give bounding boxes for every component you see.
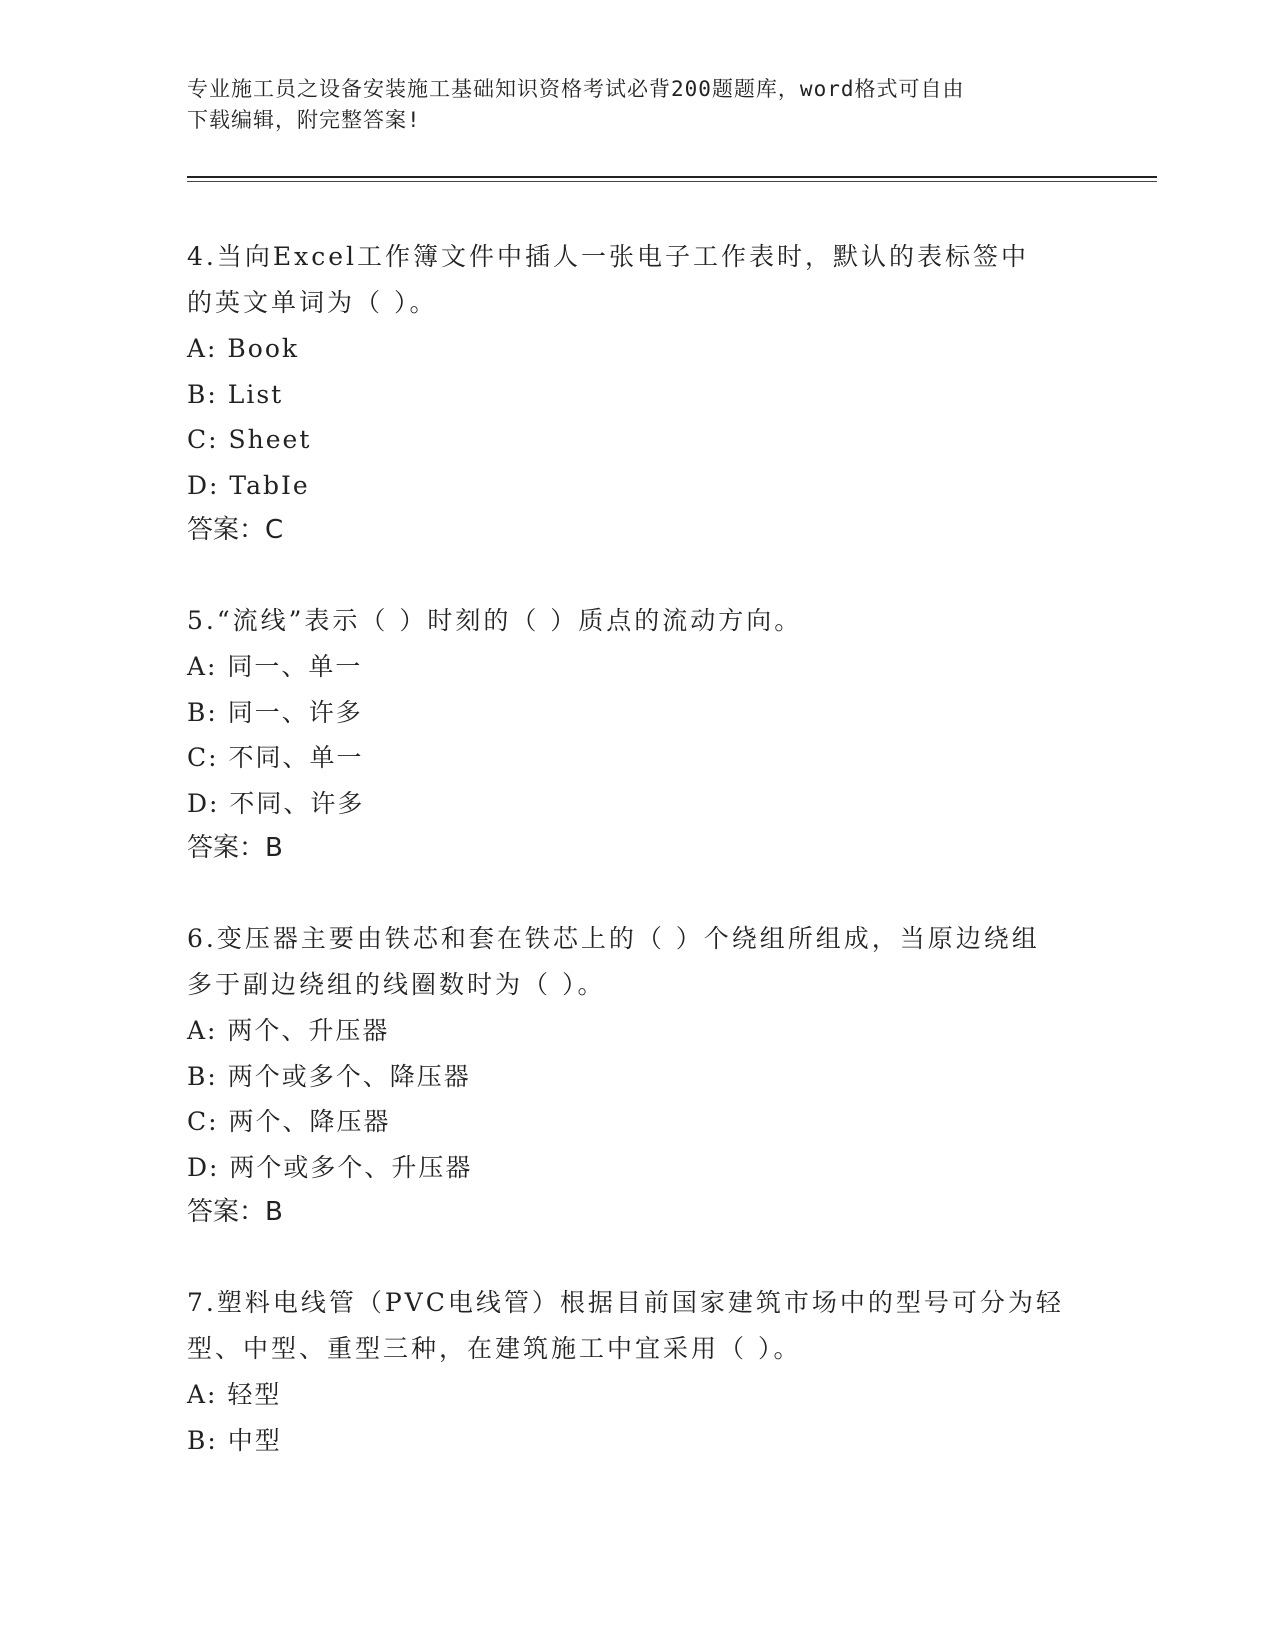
option-c: C: 两个、降压器 xyxy=(187,1107,391,1136)
option-a: A: 轻型 xyxy=(187,1380,282,1409)
option-a: A: 两个、升压器 xyxy=(187,1016,390,1045)
question-text-line: 4.当向Excel工作簿文件中插人一张电子工作表时，默认的表标签中 xyxy=(187,242,1029,271)
option-c: C: 不同、单一 xyxy=(187,743,364,772)
option-a: A: Book xyxy=(187,334,300,363)
answer-text: 答案：C xyxy=(187,515,284,545)
question-list xyxy=(187,234,1137,1508)
header-divider-thick xyxy=(187,176,1157,178)
header-line-1: 专业施工员之设备安装施工基础知识资格考试必背200题题库，word格式可自由 xyxy=(187,77,965,101)
question-text-line: 型、中型、重型三种，在建筑施工中宜采用（ ）。 xyxy=(187,1334,802,1363)
header-line-2: 下载编辑，附完整答案! xyxy=(187,108,421,132)
question-5 xyxy=(187,598,1137,871)
question-text-line: 多于副边绕组的线圈数时为（ ）。 xyxy=(187,970,606,999)
option-d: D: TabIe xyxy=(187,470,310,500)
question-text-line: 7.塑料电线管（PVC电线管）根据目前国家建筑市场中的型号可分为轻 xyxy=(187,1288,1064,1317)
answer-text: 答案：B xyxy=(187,833,283,863)
question-text-line: 的英文单词为（ ）。 xyxy=(187,288,438,317)
option-d: D: 两个或多个、升压器 xyxy=(187,1152,473,1182)
option-c: C: Sheet xyxy=(187,425,312,454)
option-b: B: List xyxy=(187,379,284,409)
answer-text: 答案：B xyxy=(187,1197,283,1227)
document-header xyxy=(187,74,1067,136)
question-6 xyxy=(187,916,1137,1235)
question-text-line: 5.“流线”表示（ ）时刻的（ ）质点的流动方向。 xyxy=(187,606,803,635)
question-7 xyxy=(187,1280,1137,1463)
option-b: B: 两个或多个、降压器 xyxy=(187,1061,471,1091)
option-b: B: 中型 xyxy=(187,1425,282,1455)
option-a: A: 同一、单一 xyxy=(187,652,363,681)
question-4 xyxy=(187,234,1137,553)
header-divider-thin xyxy=(187,181,1157,182)
option-b: B: 同一、许多 xyxy=(187,697,363,727)
question-text-line: 6.变压器主要由铁芯和套在铁芯上的（ ）个绕组所组成，当原边绕组 xyxy=(187,924,1040,953)
option-d: D: 不同、许多 xyxy=(187,788,365,818)
